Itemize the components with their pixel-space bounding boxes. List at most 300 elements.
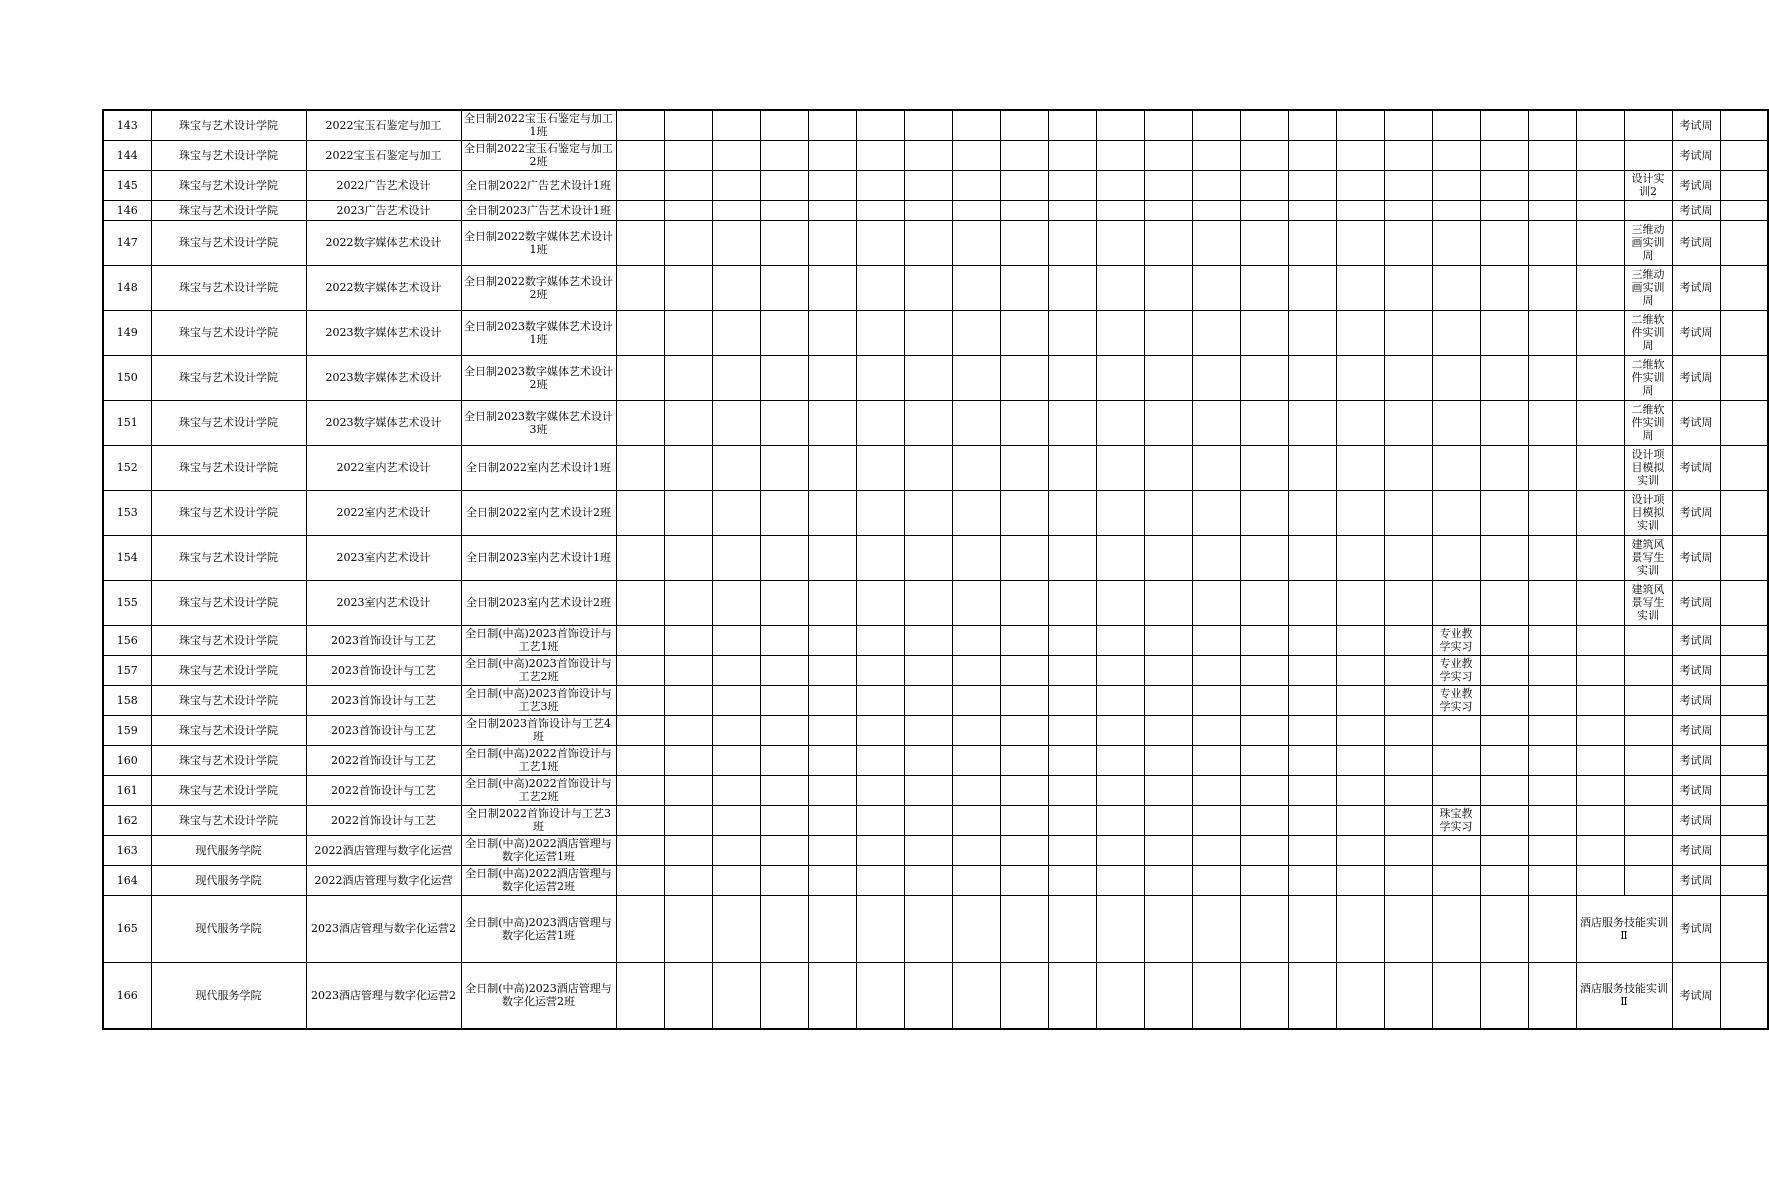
week-cell <box>760 625 808 655</box>
week-cell <box>904 655 952 685</box>
week-cell <box>616 490 664 535</box>
week-cell <box>1480 265 1528 310</box>
week-cell <box>1144 535 1192 580</box>
week-cell <box>1144 110 1192 140</box>
week-cell <box>952 685 1000 715</box>
week-cell <box>808 685 856 715</box>
class-cell: 全日制2023首饰设计与工艺4班 <box>461 715 616 745</box>
week-cell <box>1384 220 1432 265</box>
practice-note-cell: 专业教学实习 <box>1432 685 1480 715</box>
week-cell <box>1288 265 1336 310</box>
week-cell <box>1288 895 1336 962</box>
week-cell <box>1240 310 1288 355</box>
class-cell: 全日制2023室内艺术设计1班 <box>461 535 616 580</box>
exam-week-cell: 考试周 <box>1672 310 1720 355</box>
row-number-cell: 162 <box>103 805 151 835</box>
exam-week-cell: 考试周 <box>1672 745 1720 775</box>
week-cell <box>1288 200 1336 220</box>
exam-week-cell: 考试周 <box>1672 775 1720 805</box>
week-cell <box>1624 110 1672 140</box>
week-cell <box>712 110 760 140</box>
week-cell <box>904 355 952 400</box>
week-cell <box>1192 805 1240 835</box>
week-cell <box>1288 445 1336 490</box>
week-cell <box>808 715 856 745</box>
week-cell <box>712 835 760 865</box>
exam-week-cell: 考试周 <box>1672 220 1720 265</box>
week-cell <box>712 200 760 220</box>
week-cell <box>1480 865 1528 895</box>
week-cell <box>1480 775 1528 805</box>
week-cell <box>1192 625 1240 655</box>
week-cell <box>856 355 904 400</box>
week-cell <box>1192 400 1240 445</box>
college-cell: 现代服务学院 <box>151 835 306 865</box>
week-cell <box>1048 580 1096 625</box>
week-cell <box>1384 490 1432 535</box>
major-cell: 2023酒店管理与数字化运营2 <box>306 962 461 1029</box>
class-cell: 全日制(中高)2023酒店管理与数字化运营1班 <box>461 895 616 962</box>
week-cell <box>664 962 712 1029</box>
major-cell: 2023广告艺术设计 <box>306 200 461 220</box>
week-cell <box>760 400 808 445</box>
week-cell <box>664 895 712 962</box>
table-row <box>103 865 1768 895</box>
week-cell <box>1048 715 1096 745</box>
table-row <box>103 170 1768 200</box>
week-cell <box>712 625 760 655</box>
week-cell <box>1048 400 1096 445</box>
week-cell <box>1480 655 1528 685</box>
week-cell <box>808 745 856 775</box>
week-cell <box>856 715 904 745</box>
week-cell <box>1096 865 1144 895</box>
week-cell <box>1192 655 1240 685</box>
week-cell <box>952 265 1000 310</box>
week-cell <box>1528 355 1576 400</box>
week-cell <box>904 200 952 220</box>
table-row <box>103 535 1768 580</box>
week-cell <box>1336 170 1384 200</box>
week-cell <box>808 580 856 625</box>
week-cell <box>856 580 904 625</box>
week-cell <box>1384 355 1432 400</box>
week-cell <box>904 110 952 140</box>
week-cell <box>1576 775 1624 805</box>
week-cell <box>1096 625 1144 655</box>
week-cell <box>1000 895 1048 962</box>
week-cell <box>856 625 904 655</box>
week-cell <box>1576 140 1624 170</box>
major-cell: 2023首饰设计与工艺 <box>306 685 461 715</box>
week-cell <box>952 400 1000 445</box>
major-cell: 2023室内艺术设计 <box>306 535 461 580</box>
week-cell <box>1048 655 1096 685</box>
week-cell <box>1000 170 1048 200</box>
class-cell: 全日制2022宝玉石鉴定与加工1班 <box>461 110 616 140</box>
practice-note-cell: 三维动画实训周 <box>1624 265 1672 310</box>
class-cell: 全日制2023数字媒体艺术设计3班 <box>461 400 616 445</box>
week-cell <box>760 745 808 775</box>
week-cell <box>1432 962 1480 1029</box>
week-cell <box>616 220 664 265</box>
week-cell <box>1000 655 1048 685</box>
week-cell <box>1000 220 1048 265</box>
schedule-table <box>102 109 1769 1030</box>
week-cell <box>1000 625 1048 655</box>
major-cell: 2022宝玉石鉴定与加工 <box>306 140 461 170</box>
week-cell <box>1288 580 1336 625</box>
week-cell <box>856 655 904 685</box>
week-cell <box>1240 655 1288 685</box>
week-cell <box>856 962 904 1029</box>
week-cell <box>856 835 904 865</box>
exam-week-cell: 考试周 <box>1672 655 1720 685</box>
week-cell <box>1336 535 1384 580</box>
week-cell <box>712 220 760 265</box>
week-cell <box>1720 835 1768 865</box>
college-cell: 珠宝与艺术设计学院 <box>151 655 306 685</box>
week-cell <box>904 805 952 835</box>
week-cell <box>1000 775 1048 805</box>
class-cell: 全日制2022室内艺术设计2班 <box>461 490 616 535</box>
exam-week-cell: 考试周 <box>1672 400 1720 445</box>
college-cell: 珠宝与艺术设计学院 <box>151 805 306 835</box>
week-cell <box>1480 535 1528 580</box>
week-cell <box>808 140 856 170</box>
week-cell <box>1192 715 1240 745</box>
week-cell <box>808 775 856 805</box>
week-cell <box>1336 580 1384 625</box>
week-cell <box>1240 140 1288 170</box>
week-cell <box>1720 535 1768 580</box>
practice-note-cell: 设计实训2 <box>1624 170 1672 200</box>
week-cell <box>1192 445 1240 490</box>
college-cell: 珠宝与艺术设计学院 <box>151 625 306 655</box>
week-cell <box>1096 310 1144 355</box>
week-cell <box>1240 715 1288 745</box>
week-cell <box>1384 745 1432 775</box>
week-cell <box>760 715 808 745</box>
week-cell <box>1048 895 1096 962</box>
week-cell <box>616 715 664 745</box>
table-row <box>103 805 1768 835</box>
week-cell <box>1048 625 1096 655</box>
week-cell <box>1192 865 1240 895</box>
row-number-cell: 158 <box>103 685 151 715</box>
week-cell <box>616 400 664 445</box>
row-number-cell: 157 <box>103 655 151 685</box>
major-cell: 2023首饰设计与工艺 <box>306 625 461 655</box>
week-cell <box>1384 110 1432 140</box>
week-cell <box>1576 655 1624 685</box>
week-cell <box>1144 220 1192 265</box>
week-cell <box>1576 535 1624 580</box>
exam-week-cell: 考试周 <box>1672 140 1720 170</box>
week-cell <box>1432 895 1480 962</box>
week-cell <box>1096 962 1144 1029</box>
week-cell <box>1336 865 1384 895</box>
week-cell <box>856 220 904 265</box>
row-number-cell: 143 <box>103 110 151 140</box>
week-cell <box>616 655 664 685</box>
week-cell <box>1384 865 1432 895</box>
week-cell <box>1048 445 1096 490</box>
week-cell <box>1480 835 1528 865</box>
week-cell <box>1288 962 1336 1029</box>
week-cell <box>1240 220 1288 265</box>
college-cell: 珠宝与艺术设计学院 <box>151 265 306 310</box>
week-cell <box>952 745 1000 775</box>
table-row <box>103 835 1768 865</box>
week-cell <box>1144 200 1192 220</box>
week-cell <box>664 445 712 490</box>
week-cell <box>1192 220 1240 265</box>
week-cell <box>1576 445 1624 490</box>
table-row <box>103 625 1768 655</box>
exam-week-cell: 考试周 <box>1672 110 1720 140</box>
week-cell <box>1096 745 1144 775</box>
week-cell <box>760 962 808 1029</box>
week-cell <box>1384 895 1432 962</box>
week-cell <box>1528 140 1576 170</box>
week-cell <box>664 685 712 715</box>
week-cell <box>952 200 1000 220</box>
week-cell <box>1240 265 1288 310</box>
week-cell <box>952 962 1000 1029</box>
week-cell <box>952 170 1000 200</box>
week-cell <box>1528 200 1576 220</box>
table-row <box>103 140 1768 170</box>
week-cell <box>1240 170 1288 200</box>
week-cell <box>1528 865 1576 895</box>
week-cell <box>1048 140 1096 170</box>
class-cell: 全日制2022数字媒体艺术设计2班 <box>461 265 616 310</box>
week-cell <box>1192 140 1240 170</box>
college-cell: 珠宝与艺术设计学院 <box>151 580 306 625</box>
college-cell: 珠宝与艺术设计学院 <box>151 535 306 580</box>
row-number-cell: 147 <box>103 220 151 265</box>
week-cell <box>1528 775 1576 805</box>
week-cell <box>1384 625 1432 655</box>
exam-week-cell: 考试周 <box>1672 355 1720 400</box>
week-cell <box>1720 865 1768 895</box>
week-cell <box>904 445 952 490</box>
week-cell <box>1336 110 1384 140</box>
week-cell <box>712 865 760 895</box>
week-cell <box>1240 200 1288 220</box>
week-cell <box>856 400 904 445</box>
row-number-cell: 146 <box>103 200 151 220</box>
exam-week-cell: 考试周 <box>1672 490 1720 535</box>
week-cell <box>1336 625 1384 655</box>
week-cell <box>1144 625 1192 655</box>
week-cell <box>1000 715 1048 745</box>
week-cell <box>1192 745 1240 775</box>
week-cell <box>712 895 760 962</box>
week-cell <box>1432 170 1480 200</box>
college-cell: 珠宝与艺术设计学院 <box>151 445 306 490</box>
week-cell <box>1336 715 1384 745</box>
week-cell <box>712 685 760 715</box>
week-cell <box>952 715 1000 745</box>
week-cell <box>1576 400 1624 445</box>
week-cell <box>1288 355 1336 400</box>
week-cell <box>664 355 712 400</box>
week-cell <box>712 655 760 685</box>
week-cell <box>1720 745 1768 775</box>
week-cell <box>1240 865 1288 895</box>
week-cell <box>1336 140 1384 170</box>
week-cell <box>1624 775 1672 805</box>
week-cell <box>1096 355 1144 400</box>
week-cell <box>1528 962 1576 1029</box>
week-cell <box>1624 140 1672 170</box>
college-cell: 珠宝与艺术设计学院 <box>151 775 306 805</box>
week-cell <box>1288 805 1336 835</box>
week-cell <box>712 535 760 580</box>
week-cell <box>664 265 712 310</box>
week-cell <box>1480 625 1528 655</box>
week-cell <box>1528 490 1576 535</box>
week-cell <box>1192 110 1240 140</box>
week-cell <box>760 535 808 580</box>
class-cell: 全日制2023数字媒体艺术设计2班 <box>461 355 616 400</box>
week-cell <box>1624 685 1672 715</box>
week-cell <box>664 110 712 140</box>
week-cell <box>808 310 856 355</box>
college-cell: 珠宝与艺术设计学院 <box>151 170 306 200</box>
practice-note-cell: 珠宝教学实习 <box>1432 805 1480 835</box>
college-cell: 珠宝与艺术设计学院 <box>151 310 306 355</box>
week-cell <box>1528 715 1576 745</box>
week-cell <box>1000 110 1048 140</box>
class-cell: 全日制(中高)2023首饰设计与工艺2班 <box>461 655 616 685</box>
table-row <box>103 220 1768 265</box>
week-cell <box>1192 490 1240 535</box>
week-cell <box>1336 310 1384 355</box>
week-cell <box>1096 685 1144 715</box>
week-cell <box>1000 265 1048 310</box>
college-cell: 现代服务学院 <box>151 895 306 962</box>
week-cell <box>952 490 1000 535</box>
week-cell <box>904 535 952 580</box>
week-cell <box>1624 655 1672 685</box>
exam-week-cell: 考试周 <box>1672 895 1720 962</box>
week-cell <box>1480 745 1528 775</box>
week-cell <box>1240 835 1288 865</box>
week-cell <box>1480 310 1528 355</box>
week-cell <box>664 715 712 745</box>
week-cell <box>808 895 856 962</box>
week-cell <box>1576 200 1624 220</box>
week-cell <box>1192 835 1240 865</box>
week-cell <box>904 962 952 1029</box>
week-cell <box>1240 805 1288 835</box>
week-cell <box>1000 535 1048 580</box>
week-cell <box>856 445 904 490</box>
week-cell <box>1480 355 1528 400</box>
major-cell: 2023酒店管理与数字化运营2 <box>306 895 461 962</box>
week-cell <box>1624 715 1672 745</box>
week-cell <box>1480 715 1528 745</box>
week-cell <box>1096 445 1144 490</box>
week-cell <box>856 745 904 775</box>
week-cell <box>1000 580 1048 625</box>
college-cell: 珠宝与艺术设计学院 <box>151 355 306 400</box>
week-cell <box>1144 865 1192 895</box>
week-cell <box>1432 775 1480 805</box>
week-cell <box>616 580 664 625</box>
week-cell <box>1720 962 1768 1029</box>
week-cell <box>904 140 952 170</box>
week-cell <box>1384 775 1432 805</box>
week-cell <box>760 835 808 865</box>
week-cell <box>808 962 856 1029</box>
week-cell <box>952 535 1000 580</box>
week-cell <box>1336 775 1384 805</box>
week-cell <box>1432 445 1480 490</box>
week-cell <box>1336 445 1384 490</box>
week-cell <box>1384 265 1432 310</box>
week-cell <box>904 745 952 775</box>
week-cell <box>1528 580 1576 625</box>
week-cell <box>1720 655 1768 685</box>
week-cell <box>1384 580 1432 625</box>
practice-note-cell: 二维软件实训周 <box>1624 355 1672 400</box>
week-cell <box>664 805 712 835</box>
week-cell <box>1576 805 1624 835</box>
week-cell <box>808 625 856 655</box>
week-cell <box>1144 265 1192 310</box>
week-cell <box>808 835 856 865</box>
week-cell <box>1240 685 1288 715</box>
week-cell <box>1528 805 1576 835</box>
table-row <box>103 110 1768 140</box>
practice-note-cell: 专业教学实习 <box>1432 625 1480 655</box>
week-cell <box>1720 580 1768 625</box>
week-cell <box>664 490 712 535</box>
table-row <box>103 685 1768 715</box>
week-cell <box>1000 490 1048 535</box>
week-cell <box>1144 140 1192 170</box>
week-cell <box>616 310 664 355</box>
week-cell <box>1288 220 1336 265</box>
class-cell: 全日制2022宝玉石鉴定与加工2班 <box>461 140 616 170</box>
practice-note-cell: 建筑风景写生实训 <box>1624 535 1672 580</box>
week-cell <box>856 310 904 355</box>
week-cell <box>1432 140 1480 170</box>
week-cell <box>1048 310 1096 355</box>
week-cell <box>1720 200 1768 220</box>
week-cell <box>1192 170 1240 200</box>
week-cell <box>1528 445 1576 490</box>
week-cell <box>856 200 904 220</box>
exam-week-cell: 考试周 <box>1672 445 1720 490</box>
week-cell <box>904 580 952 625</box>
week-cell <box>904 220 952 265</box>
week-cell <box>856 535 904 580</box>
week-cell <box>808 655 856 685</box>
week-cell <box>712 445 760 490</box>
week-cell <box>1240 962 1288 1029</box>
week-cell <box>1192 355 1240 400</box>
week-cell <box>760 140 808 170</box>
week-cell <box>1000 310 1048 355</box>
week-cell <box>1144 895 1192 962</box>
week-cell <box>904 265 952 310</box>
week-cell <box>616 170 664 200</box>
